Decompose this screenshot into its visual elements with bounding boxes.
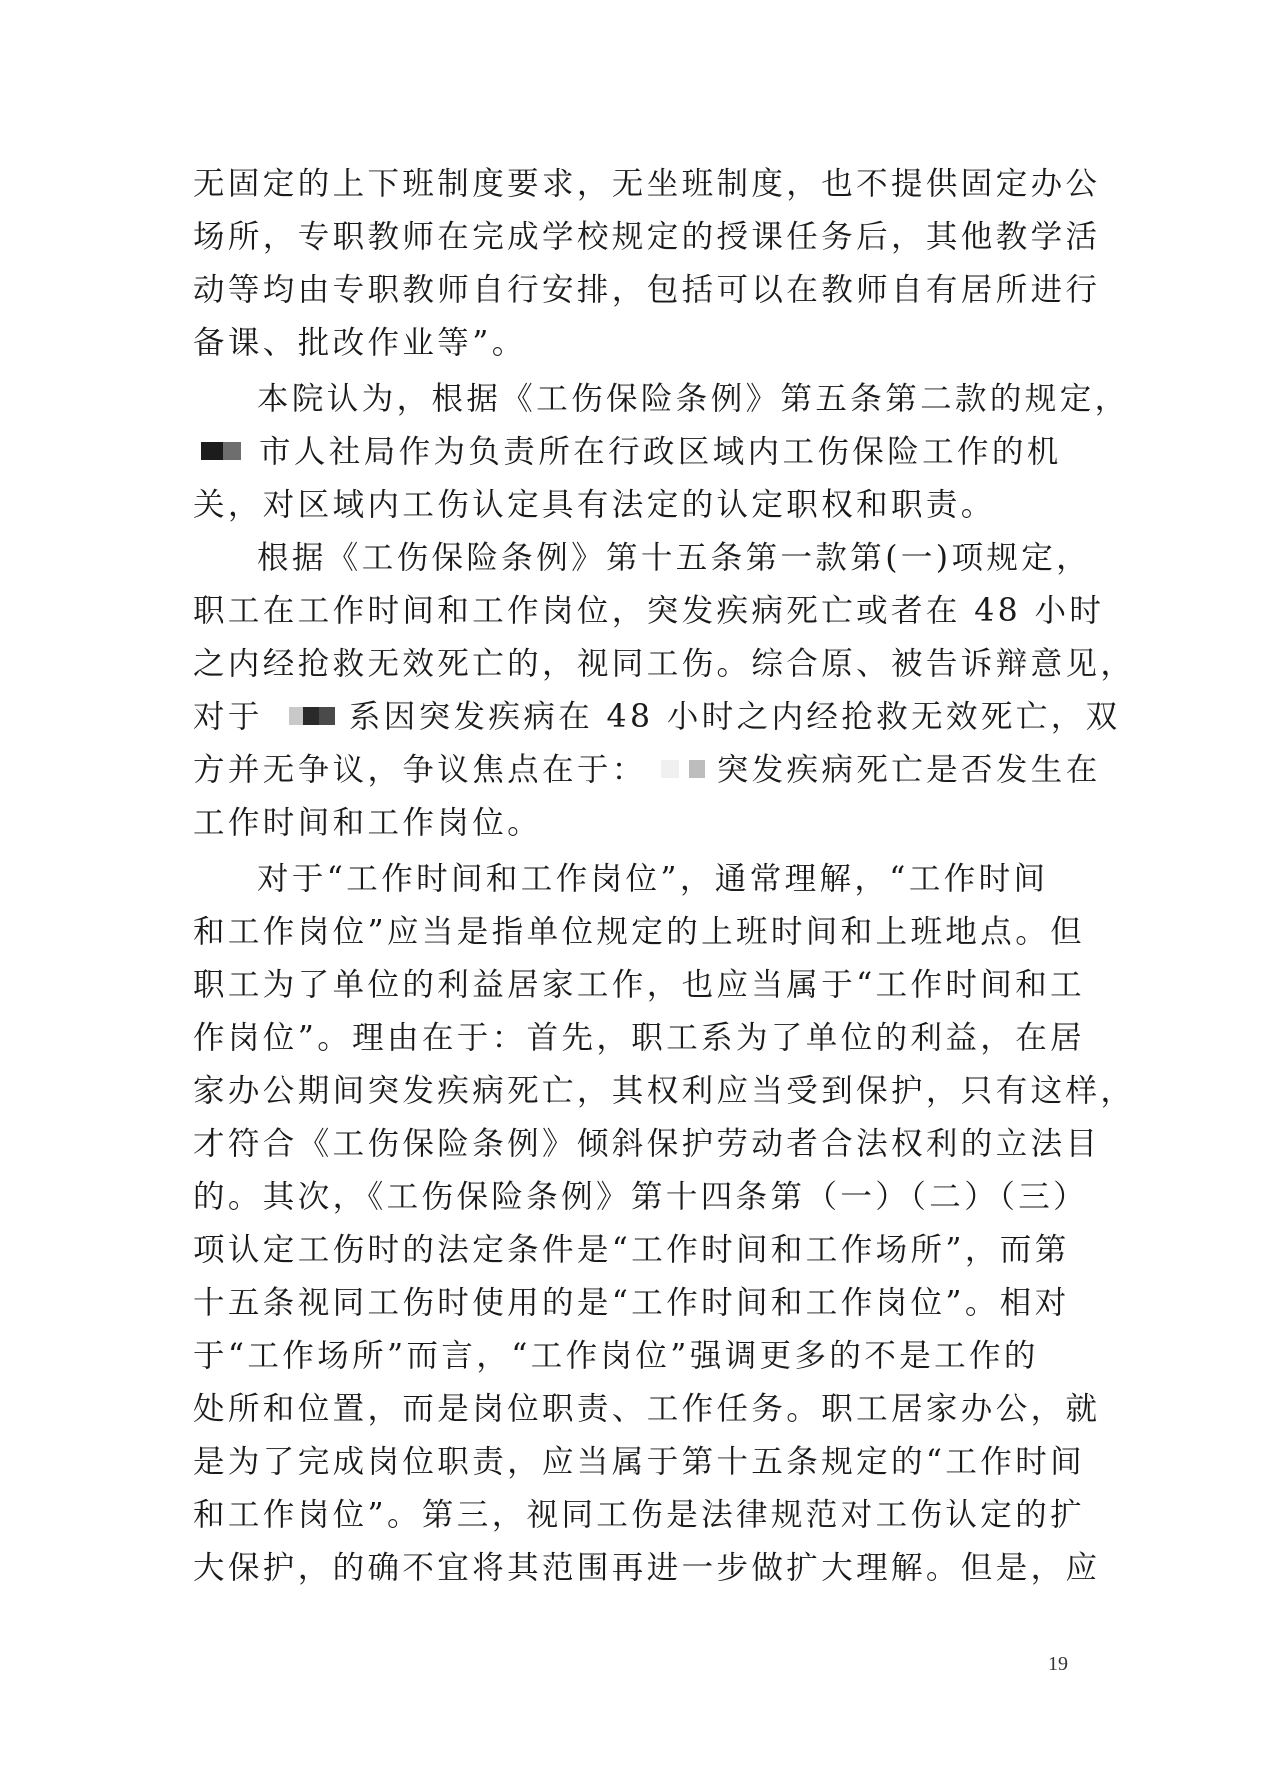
text-line: 无固定的上下班制度要求，无坐班制度，也不提供固定办公 <box>193 166 1101 202</box>
text-line: 家办公期间突发疾病死亡，其权利应当受到保护，只有这样， <box>193 1073 1136 1109</box>
paragraph-start-line: 本院认为，根据《工伤保险条例》第五条第二款的规定， <box>257 381 1130 417</box>
text-line: 是为了完成岗位职责，应当属于第十五条规定的“工作时间 <box>193 1444 1086 1480</box>
text-line: 场所，专职教师在完成学校规定的授课任务后，其他教学活 <box>193 219 1101 255</box>
text-line: 职工在工作时间和工作岗位，突发疾病死亡或者在 48 小时 <box>193 593 1105 629</box>
text-line <box>193 426 1073 479</box>
text-line: 和工作岗位”。第三，视同工伤是法律规范对工伤认定的扩 <box>193 1497 1086 1533</box>
text-line: 和工作岗位”应当是指单位规定的上班时间和上班地点。但 <box>193 914 1086 950</box>
text-line: 备课、批改作业等”。 <box>193 325 527 361</box>
text-line: 工作时间和工作岗位。 <box>193 805 543 841</box>
text-line: 之内经抢救无效死亡的，视同工伤。综合原、被告诉辩意见， <box>193 646 1136 682</box>
text-segment: 系因突发疾病在 48 小时之内经抢救无效死亡，双 <box>348 699 1121 735</box>
text-line: 十五条视同工伤时使用的是“工作时间和工作岗位”。相对 <box>193 1285 1070 1321</box>
redacted-name <box>201 442 245 460</box>
text-line: 作岗位”。理由在于：首先，职工系为了单位的利益，在居 <box>193 1020 1086 1056</box>
text-line: 处所和位置，而是岗位职责、工作任务。职工居家办公，就 <box>193 1391 1101 1427</box>
body-text <box>193 158 1136 1595</box>
paragraph-start-line: 对于“工作时间和工作岗位”，通常理解，“工作时间 <box>257 861 1049 897</box>
redacted-name <box>661 760 713 778</box>
text-line: 职工为了单位的利益居家工作，也应当属于“工作时间和工 <box>193 967 1086 1003</box>
text-segment: 突发疾病死亡是否发生在 <box>716 752 1101 788</box>
text-line: 才符合《工伤保险条例》倾斜保护劳动者合法权利的立法目 <box>193 1126 1101 1162</box>
text-line: 关，对区域内工伤认定具有法定的认定职权和职责。 <box>193 487 996 523</box>
text-line: 大保护，的确不宜将其范围再进一步做扩大理解。但是，应 <box>193 1550 1101 1586</box>
paragraph-start-line: 根据《工伤保险条例》第十五条第一款第(一)项规定， <box>257 540 1092 576</box>
text-segment: 对于 <box>193 699 263 735</box>
text-line <box>193 691 1121 744</box>
text-line: 动等均由专职教师自行安排，包括可以在教师自有居所进行 <box>193 272 1101 308</box>
page-number: 19 <box>1048 1653 1068 1675</box>
text-line: 于“工作场所”而言，“工作岗位”强调更多的不是工作的 <box>193 1338 1039 1374</box>
text-line: 项认定工伤时的法定条件是“工作时间和工作场所”，而第 <box>193 1232 1070 1268</box>
text-line <box>193 744 1101 797</box>
redacted-name <box>289 707 349 725</box>
text-line: 的。其次，《工伤保险条例》第十四条第（一）（二）（三） <box>193 1179 1089 1215</box>
text-segment: 方并无争议，争议焦点在于： <box>193 752 647 788</box>
text-segment: 市人社局作为负责所在行政区域内工伤保险工作的机 <box>259 434 1062 470</box>
